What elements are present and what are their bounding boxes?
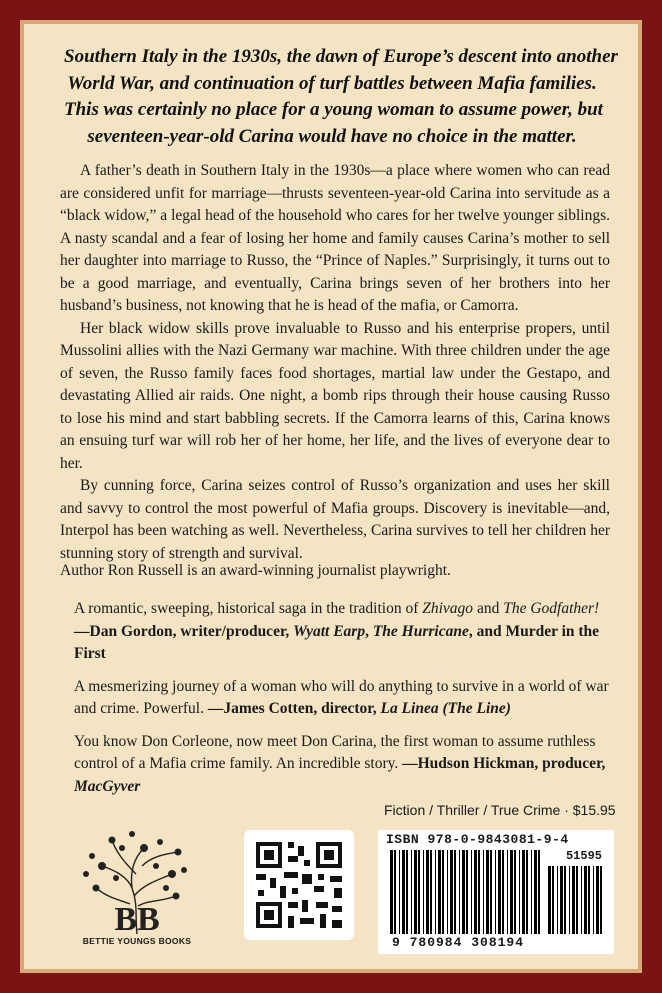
tagline-line: Southern Italy in the 1930s, the dawn of Europe’s descent into another (64, 46, 618, 67)
review-quote: A romantic, sweeping, historical saga in the tradition of Zhivago and The Godfather! —Dan Gordon, writer/producer, Wyatt Earp, The Hurricane, and Murder in the First (74, 600, 600, 662)
tagline-line: seventeen-year-old Carina would have no choice in the matter. (87, 125, 577, 147)
back-cover (20, 20, 642, 973)
isbn-barcode (378, 830, 614, 954)
synopsis-paragraph: A father’s death in Southern Italy in the 1930s—a place where women who can read are considered unfit for marriage—thrusts seventeen-year-old Carina into servitude as a “black widow,” a legal head of the household who cares for her twelve younger siblings. A nasty scandal and a fear of losing her home and family causes Carina’s mother to sell her daughter into marriage to Russo, the “Prince of Naples.” Surprisingly, it turns out to be a good marriage, and eventually, Carina brings seven of her brothers into her husband’s business, not knowing that he is head of the mafia, or Camorra. (60, 162, 610, 314)
review-quote: You know Don Corleone, now meet Don Carina, the first woman to assume ruthless control of a Mafia crime family. An incredible story. —Hudson Hickman, producer, MacGyver (74, 732, 606, 795)
isbn-digits: 9 780984 308194 (392, 935, 525, 950)
synopsis-paragraph: By cunning force, Carina seizes control of Russo’s organization and uses her skill and savvy to control the most powerful of Mafia groups. Discovery is inevitable—and, Interpol has been watching as well. Nevertheless, Carina survives to tell her children her stunning story of strength and survival. (60, 477, 610, 562)
quote-attribution: —Dan Gordon, writer/producer, Wyatt Earp, The Hurricane, and Murder in the First (74, 622, 600, 662)
publisher-name: BETTIE YOUNGS BOOKS (82, 936, 192, 946)
tagline-line: World War, and continuation of turf battles between Mafia families. (67, 72, 597, 94)
barcode-icon (390, 850, 540, 934)
tagline-line: This was certainly no place for a young woman to assume power, but (64, 99, 603, 120)
price-barcode-icon (548, 866, 604, 934)
category-price: Fiction / Thriller / True Crime · $15.95 (384, 802, 616, 818)
review-quote: A mesmerizing journey of a woman who will do anything to survive in a world of war and crime. Powerful. —James Cotten, director, La Linea (The Line) (74, 677, 609, 717)
author-note: Author Ron Russell is an award-winning journalist playwright. (60, 562, 451, 579)
quote-attribution: —James Cotten, director, La Linea (The Line) (207, 700, 511, 717)
review-quotes (74, 598, 609, 808)
quote-attribution: —Hudson Hickman, producer, MacGyver (74, 755, 606, 795)
isbn-label: ISBN 978-0-9843081-9-4 (386, 832, 569, 847)
synopsis-paragraph: Her black widow skills prove invaluable to Russo and his enterprise propers, until Mussolini allies with the Nazi Germany war machine. With three children under the age of seven, the Russo family faces food shortages, martial law under the Gestapo, and devastating Allied air raids. One night, a bomb rips through their house causing Russo to lose his mind and start babbling secrets. If the Camorra learns of this, Carina knows an ensuing turf war will rob her of her home, her life, and the lives of everyone dear to her. (60, 319, 610, 472)
tagline (64, 44, 618, 150)
svg-text:BB: BB (114, 901, 160, 938)
price-code: 51595 (565, 849, 602, 863)
synopsis (60, 160, 610, 565)
qr-code-icon (244, 830, 354, 940)
